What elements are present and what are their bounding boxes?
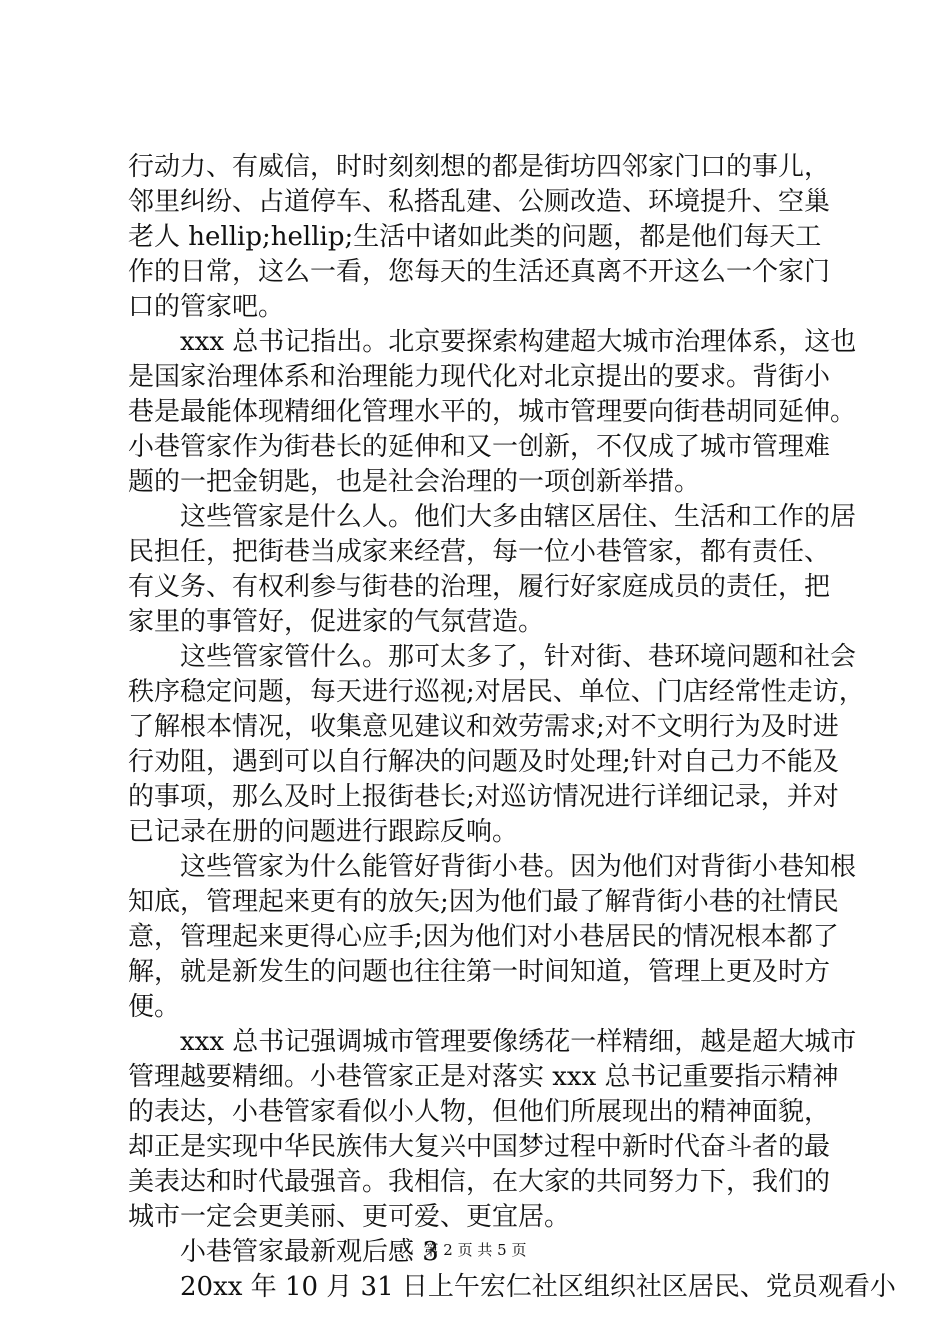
text-line: 有义务、有权利参与街巷的治理，履行好家庭成员的责任，把	[128, 572, 831, 602]
text-line: 题的一把金钥匙，也是社会治理的一项创新举措。	[128, 467, 701, 497]
text-line: 已记录在册的问题进行跟踪反响。	[128, 817, 519, 847]
text-line: 秩序稳定问题，每天进行巡视;对居民、单位、门店经常性走访，	[128, 677, 865, 707]
paragraph-start-line: 这些管家为什么能管好背街小巷。因为他们对背街小巷知根	[180, 852, 857, 882]
text-line: 民担任，把街巷当成家来经营，每一位小巷管家，都有责任、	[128, 537, 831, 567]
text-line: 管理越要精细。小巷管家正是对落实 xxx 总书记重要指示精神	[128, 1062, 839, 1092]
paragraph-start-line: 这些管家管什么。那可太多了，针对街、巷环境问题和社会	[180, 642, 857, 672]
text-line: 老人 hellip;hellip;生活中诸如此类的问题，都是他们每天工	[128, 222, 822, 252]
text-line: 家里的事管好，促进家的气氛营造。	[128, 607, 545, 637]
text-line: 邻里纠纷、占道停车、私搭乱建、公厕改造、环境提升、空巢	[128, 187, 831, 217]
paragraph-start-line: 20xx 年 10 月 31 日上午宏仁社区组织社区居民、党员观看小	[180, 1272, 896, 1302]
text-line: 的表达，小巷管家看似小人物，但他们所展现出的精神面貌，	[128, 1097, 831, 1127]
text-line: 巷是最能体现精细化管理水平的，城市管理要向街巷胡同延伸。	[128, 397, 857, 427]
text-line: 是国家治理体系和治理能力现代化对北京提出的要求。背街小	[128, 362, 831, 392]
text-line: 意，管理起来更得心应手;因为他们对小巷居民的情况根本都了	[128, 922, 839, 952]
text-line: 行劝阻，遇到可以自行解决的问题及时处理;针对自己力不能及	[128, 747, 839, 777]
text-line: 知底，管理起来更有的放矢;因为他们最了解背街小巷的社情民	[128, 887, 839, 917]
text-line: 解，就是新发生的问题也往往第一时间知道，管理上更及时方	[128, 957, 831, 987]
text-line: 城市一定会更美丽、更可爱、更宜居。	[128, 1202, 571, 1232]
paragraph-start-line: xxx 总书记强调城市管理要像绣花一样精细，越是超大城市	[180, 1027, 857, 1057]
text-line: 小巷管家作为街巷长的延伸和又一创新，不仅成了城市管理难	[128, 432, 831, 462]
text-line: 的事项，那么及时上报街巷长;对巡访情况进行详细记录，并对	[128, 782, 839, 812]
text-line: 行动力、有威信，时时刻刻想的都是街坊四邻家门口的事儿，	[128, 152, 831, 182]
text-line: 作的日常，这么一看，您每天的生活还真离不开这么一个家门	[128, 257, 831, 287]
text-line: 便。	[128, 992, 181, 1022]
document-body	[128, 150, 896, 1305]
paragraph-start-line: xxx 总书记指出。北京要探索构建超大城市治理体系，这也	[180, 327, 857, 357]
paragraph-start-line: 这些管家是什么人。他们大多由辖区居住、生活和工作的居	[180, 502, 857, 532]
text-line: 了解根本情况，收集意见建议和效劳需求;对不文明行为及时进	[128, 712, 839, 742]
text-line: 美表达和时代最强音。我相信，在大家的共同努力下，我们的	[128, 1167, 831, 1197]
text-line: 却正是实现中华民族伟大复兴中国梦过程中新时代奋斗者的最	[128, 1132, 831, 1162]
text-line: 口的管家吧。	[128, 292, 285, 322]
section-heading: 小巷管家最新观后感 3	[180, 1237, 439, 1267]
page-number-footer: 第 2 页 共 5 页	[423, 1241, 527, 1259]
